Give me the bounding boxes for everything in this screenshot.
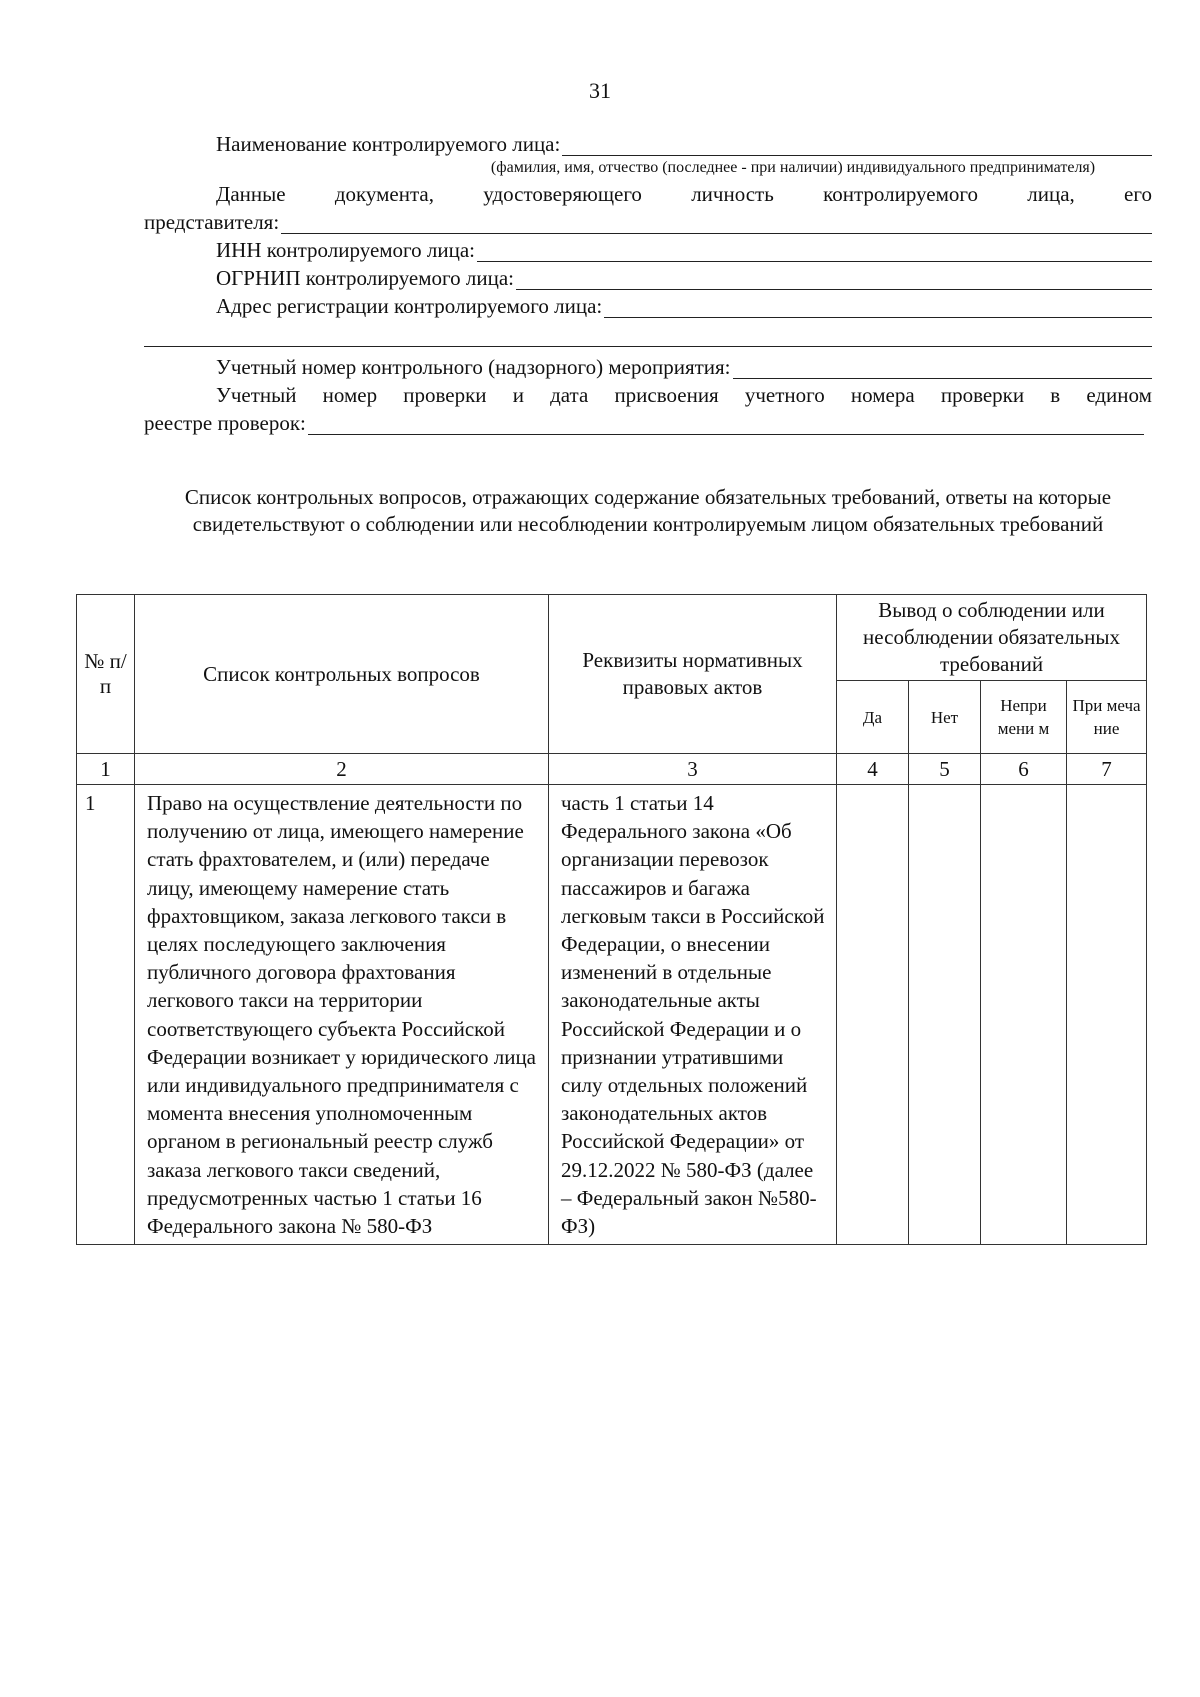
ogrnip-line: [144, 262, 1152, 290]
inspection-word: проверки: [403, 383, 487, 407]
event-number-field[interactable]: [733, 358, 1152, 379]
inspection-word: едином: [1086, 383, 1152, 407]
header-requisites: [549, 595, 837, 754]
representative-line: [144, 206, 1152, 234]
name-field[interactable]: [562, 135, 1152, 156]
column-number: 5: [909, 754, 981, 785]
list-heading: Список контрольных вопросов, отражающих содержание обязательных требований, ответы на которые свидетельствуют о соблюдении или несоблюдении контролируемым лицом обязательных требований: [184, 485, 1112, 536]
address-label: Адрес регистрации контролируемого лица:: [216, 294, 603, 318]
header-not-applicable: Непри мени м: [981, 681, 1067, 754]
inspection-word: номера: [850, 383, 915, 407]
document-line: [144, 178, 1152, 206]
header-row: [77, 595, 1147, 681]
address-line: [144, 290, 1152, 318]
inn-field[interactable]: [477, 241, 1152, 262]
name-label: Наименование контролируемого лица:: [216, 132, 561, 156]
ogrnip-field[interactable]: [516, 269, 1152, 290]
header-conclusion-text: Вывод о соблюдении или несоблюдении обязательных требований: [863, 598, 1120, 676]
column-number: 3: [549, 754, 837, 785]
page-number: 31: [589, 78, 611, 103]
column-number: 6: [981, 754, 1067, 785]
document-word: Данные: [216, 182, 286, 206]
inspection-word: присвоения: [614, 383, 719, 407]
column-number: 1: [77, 754, 135, 785]
document-word: удостоверяющего: [483, 182, 642, 206]
event-number-label: Учетный номер контрольного (надзорного) мероприятия:: [216, 355, 731, 379]
header-questions: [135, 595, 549, 754]
document-field[interactable]: [281, 213, 1152, 234]
inspection-word: и: [512, 383, 524, 407]
representative-label: представителя:: [144, 210, 280, 234]
row-num: 1: [77, 785, 135, 1245]
document-word: его: [1124, 182, 1152, 206]
inn-line: [144, 234, 1152, 262]
inspection-word: Учетный: [216, 383, 297, 407]
column-number: 4: [837, 754, 909, 785]
inspection-word: проверки: [940, 383, 1025, 407]
inspection-word: номер: [322, 383, 378, 407]
inspection-line: [144, 379, 1152, 407]
column-number: 7: [1067, 754, 1147, 785]
row-not-applicable-cell[interactable]: [981, 785, 1067, 1245]
inspection-word: дата: [550, 383, 589, 407]
document-word: документа,: [334, 182, 434, 206]
address-field[interactable]: [604, 297, 1152, 318]
inspection-word: учетного: [744, 383, 825, 407]
row-requisites: часть 1 статьи 14 Федерального закона «Об организации перевозок пассажиров и багажа легковым такси в Российской Федерации, о внесении изменений в отдельные законодательные акты Российской Федерации и о признании утратившими силу отдельных положений законодательных актов Российской Федерации» от 29.12.2022 № 580-ФЗ (далее – Федеральный закон №580-ФЗ): [549, 785, 837, 1245]
row-question: Право на осуществление деятельности по получению от лица, имеющего намерение стать фрахтователем, и (или) передаче лицу, имеющему намерение стать фрахтовщиком, заказа легкового такси в целях последующего заключения публичного договора фрахтования легкового такси на территории соответствующего субъекта Российской Федерации возникает у юридического лица или индивидуального предпринимателя с момента внесения уполномоченным органом в региональный реестр служб заказа легкового такси сведений, предусмотренных частью 1 статьи 16 Федерального закона № 580-ФЗ: [135, 785, 549, 1245]
header-no: Нет: [909, 681, 981, 754]
inspection-form: [144, 128, 1152, 435]
header-questions-text: Список контрольных вопросов: [203, 661, 480, 686]
header-yes: Да: [837, 681, 909, 754]
header-conclusion: [837, 595, 1147, 681]
inspection-number-field[interactable]: [308, 414, 1144, 435]
header-note: При меча ние: [1067, 681, 1147, 754]
header-num-text: № п/ п: [84, 649, 127, 698]
registry-line: [144, 407, 1152, 435]
column-number-row: [77, 754, 1147, 785]
row-note-cell[interactable]: [1067, 785, 1147, 1245]
column-number: 2: [135, 754, 549, 785]
row-no-cell[interactable]: [909, 785, 981, 1245]
ogrnip-label: ОГРНИП контролируемого лица:: [216, 266, 514, 290]
header-num: [77, 595, 135, 754]
inn-label: ИНН контролируемого лица:: [216, 238, 476, 262]
registry-label: реестре проверок:: [144, 411, 306, 435]
address-continuation-field[interactable]: [144, 318, 1152, 347]
checklist-table: [76, 594, 1147, 1245]
name-hint: (фамилия, имя, отчество (последнее - при наличии) индивидуального предпринимателя): [490, 159, 1096, 176]
document-word: контролируемого: [823, 182, 978, 206]
event-number-line: [144, 351, 1152, 379]
header-requisites-text: Реквизиты нормативных правовых актов: [582, 648, 803, 699]
document-word: личность: [691, 182, 774, 206]
inspection-word: в: [1050, 383, 1061, 407]
name-line: [144, 128, 1152, 156]
row-yes-cell[interactable]: [837, 785, 909, 1245]
table-row: [77, 785, 1147, 1245]
document-word: лица,: [1027, 182, 1075, 206]
